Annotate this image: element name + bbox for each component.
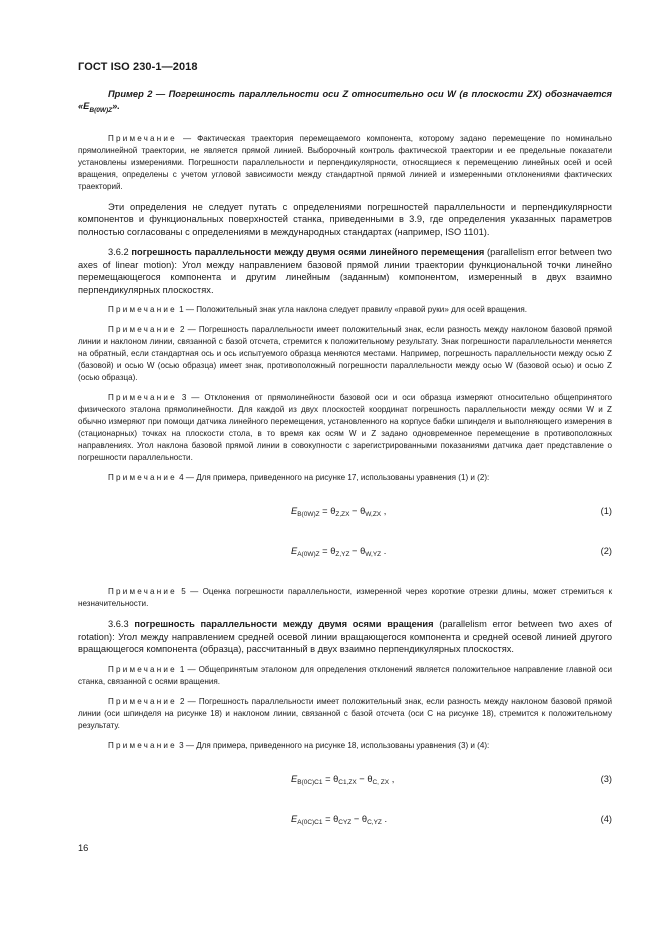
equation-formula: $E_{A(0W)Z} = \theta_{Z,YZ} - \theta_{W,YZ}$ .	[291, 546, 387, 559]
equation-1	[78, 506, 612, 522]
equation-number: (2)	[600, 546, 612, 557]
section-term: погрешность параллельности между двумя осями вращения	[134, 619, 434, 630]
note-362-1: Примечание 1 — Положительный знак угла наклона следует правилу «правой руки» для осей вращения.	[108, 305, 527, 315]
note-362-5: Примечание 5 — Оценка погрешности параллельности, измеренной через короткие отрезки длины, может стремиться к незначительности.	[78, 587, 612, 609]
equation-4	[78, 814, 612, 830]
section-definition: : Угол между направлением базовой прямой линии траектории функциональной точки линейно перемещающегося компонента и другим линейным (заданным) компонентом, измеренный в двух взаимно перпендикулярных плоскостях.	[78, 259, 612, 295]
section-term: погрешность параллельности между двумя осями линейного перемещения	[131, 247, 485, 258]
page-content	[78, 88, 612, 854]
equation-number: (3)	[600, 773, 612, 784]
section-number: 3.6.2	[108, 247, 129, 258]
section-number: 3.6.3	[108, 619, 129, 630]
equation-formula: $E_{B(0W)Z} = \theta_{Z,ZX} - \theta_{W,ZX}$ ,	[291, 506, 387, 519]
note-363-3: Примечание 3 — Для примера, приведенного на рисунке 18, использованы уравнения (3) и (4):	[108, 740, 490, 750]
definitions-paragraph: Эти определения не следует путать с определениями погрешностей параллельности и перпендикулярности компонентов и функциональных поверхностей станка, приведенными в 3.9, где определения указанных параметров полностью согласованы с определениями в международных стандартах (например, ISO 1101).	[78, 201, 612, 237]
section-3-6-2	[78, 246, 612, 296]
section-english: (parallelism error between two axes of linear motion)	[78, 247, 612, 270]
section-definition: : Угол между направлением средней осевой линии вращающегося компонента и средней осевой линией другого вращающегося компонента (образца), рассчитанный в двух взаимно перпендикулярных плоскостях.	[78, 631, 612, 655]
example-symbol: $E_{B(0W)Z}$	[83, 101, 113, 114]
equation-2	[78, 546, 612, 562]
equation-number: (1)	[600, 506, 612, 517]
section-english: (parallelism error between two axes of rotation)	[78, 619, 612, 642]
note-363-2: Примечание 2 — Погрешность параллельности имеет положительный знак, если разность между наклоном базовой прямой линии (оси шпинделя на рисунке 18) и наклоном линии, связанной с базой отсчета (оси C на рисунке 18), стремится к положительному результату.	[78, 696, 612, 730]
page-number: 16	[78, 843, 89, 853]
note-top: Примечание — Фактическая траектория перемещаемого компонента, которому задано перемещение по номинально прямолинейной траектории, не является прямой линией. Выборочный контроль фактической траектории и ее предельные показатели установлены измерениями. Погрешности параллельности и перпендикулярности, относящиеся к перемещению линейных осей и осей вращения, определены с учетом угловой зависимости между стандартной прямой линией и измеренными отклонениями фактических траекторий.	[78, 133, 612, 191]
example-2: Пример 2 — Погрешность параллельности оси Z относительно оси W (в плоскости ZX) обозначается «$E_{B(0W)Z}$».	[78, 89, 612, 114]
example-text: Пример 2 — Погрешность параллельности оси Z относительно оси W (в плоскости ZX) обозначается «	[78, 89, 612, 111]
equation-formula: $E_{A(0C)C1} = \theta_{CYZ} - \theta_{C,YZ}$ .	[291, 813, 388, 826]
note-362-3: Примечание 3 — Отклонения от прямолинейности базовой оси и оси образца измеряют относительно общепринятого физического эталона прямолинейности. Для каждой из двух плоскостей координат погрешность параллельности между осями W и Z обычно измеряют при помощи датчика линейного перемещения, установленного на корпусе бабки шпинделя и выполняющего измерения в (стационарных) точках на плоскости стола, в то время как осям W и Z задано одновременное перемещение в противоположных направлениях. Угол наклона базовой прямой линии в совокупности с зарегистрированными показаниями датчика дает представление о погрешности параллельности.	[78, 393, 612, 463]
equation-3	[78, 774, 612, 790]
note-362-2: Примечание 2 — Погрешность параллельности имеет положительный знак, если разность между наклоном базовой прямой линии и наклоном линии, связанной с базой отсчета, стремится к положительному результату. Знак погрешности параллельности меняется на обратный, если стандартная ось и ось испытуемого образца меняются местами. Например, погрешность параллельности между осью Z (базовой) и осью W (осью образца) имеет знак, противоположный погрешности параллельности между осью W (базовой осью) и осью Z (осью образца).	[78, 325, 612, 383]
standard-header: ГОСТ ISO 230-1—2018	[78, 61, 198, 73]
equation-formula: $E_{B(0C)C1} = \theta_{C1,ZX} - \theta_{C, ZX}$ ,	[291, 773, 395, 786]
equation-number: (4)	[600, 813, 612, 824]
section-3-6-3	[78, 618, 612, 656]
note-362-4: Примечание 4 — Для примера, приведенного на рисунке 17, использованы уравнения (1) и (2):	[108, 473, 490, 483]
note-363-1: Примечание 1 — Общепринятым эталоном для определения отклонений является положительное направление главной оси станка, связанной с осями вращения.	[78, 664, 612, 686]
